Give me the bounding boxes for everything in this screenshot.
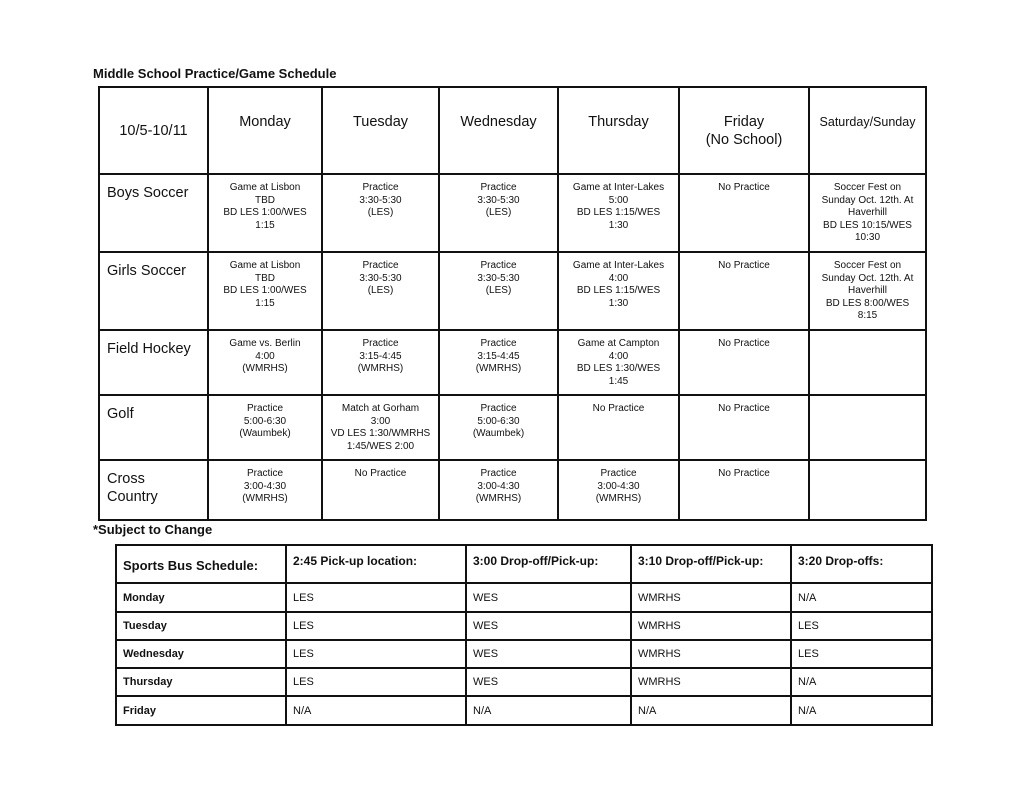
table-row	[99, 252, 926, 330]
sport-name: Cross Country	[99, 460, 208, 520]
table-row	[116, 640, 932, 668]
schedule-cell: Practice 3:00-4:30 (WMRHS)	[208, 460, 322, 520]
bus-cell: N/A	[791, 583, 932, 612]
sport-name: Girls Soccer	[99, 252, 208, 330]
bus-cell: WMRHS	[631, 640, 791, 668]
schedule-cell	[809, 330, 926, 395]
bus-cell: N/A	[631, 696, 791, 725]
table-row	[99, 174, 926, 252]
day-label: Thursday	[116, 668, 286, 696]
date-range-header: 10/5-10/11	[99, 87, 208, 174]
table-row	[99, 330, 926, 395]
table-row	[116, 583, 932, 612]
schedule-cell: Game at Inter-Lakes 4:00 BD LES 1:15/WES 1:30	[558, 252, 679, 330]
schedule-cell: Practice 3:15-4:45 (WMRHS)	[439, 330, 558, 395]
time-header: 3:20 Drop-offs:	[791, 545, 932, 583]
schedule-cell: Practice 3:30-5:30 (LES)	[322, 174, 439, 252]
bus-cell: LES	[791, 640, 932, 668]
table-row	[116, 696, 932, 725]
bus-cell: N/A	[791, 696, 932, 725]
schedule-cell: Game at Inter-Lakes 5:00 BD LES 1:15/WES 1:30	[558, 174, 679, 252]
day-header: Thursday	[558, 87, 679, 174]
day-header: Monday	[208, 87, 322, 174]
bus-schedule-table	[115, 544, 933, 726]
day-header: Wednesday	[439, 87, 558, 174]
bus-cell: WMRHS	[631, 612, 791, 640]
schedule-cell: Practice 3:15-4:45 (WMRHS)	[322, 330, 439, 395]
schedule-cell	[809, 460, 926, 520]
bus-cell: WES	[466, 668, 631, 696]
schedule-cell: No Practice	[322, 460, 439, 520]
time-header: 3:00 Drop-off/Pick-up:	[466, 545, 631, 583]
schedule-header-row	[99, 87, 926, 174]
bus-cell: LES	[791, 612, 932, 640]
day-label: Tuesday	[116, 612, 286, 640]
page-title: Middle School Practice/Game Schedule	[93, 66, 337, 81]
schedule-cell: Practice 5:00-6:30 (Waumbek)	[439, 395, 558, 460]
schedule-cell: Practice 3:00-4:30 (WMRHS)	[439, 460, 558, 520]
schedule-cell: No Practice	[679, 330, 809, 395]
bus-cell: N/A	[791, 668, 932, 696]
schedule-cell: No Practice	[679, 252, 809, 330]
bus-cell: LES	[286, 583, 466, 612]
schedule-cell: Practice 3:00-4:30 (WMRHS)	[558, 460, 679, 520]
schedule-cell: Practice 5:00-6:30 (Waumbek)	[208, 395, 322, 460]
schedule-cell: Soccer Fest on Sunday Oct. 12th. At Haverhill BD LES 8:00/WES 8:15	[809, 252, 926, 330]
sport-name: Golf	[99, 395, 208, 460]
schedule-cell: Practice 3:30-5:30 (LES)	[322, 252, 439, 330]
bus-cell: N/A	[466, 696, 631, 725]
bus-cell: WES	[466, 583, 631, 612]
bus-cell: WMRHS	[631, 583, 791, 612]
schedule-cell: Game at Campton 4:00 BD LES 1:30/WES 1:45	[558, 330, 679, 395]
schedule-cell: Soccer Fest on Sunday Oct. 12th. At Haverhill BD LES 10:15/WES 10:30	[809, 174, 926, 252]
schedule-cell: Match at Gorham 3:00 VD LES 1:30/WMRHS 1:45/WES 2:00	[322, 395, 439, 460]
table-row	[116, 612, 932, 640]
table-row	[99, 395, 926, 460]
schedule-cell: Game at Lisbon TBD BD LES 1:00/WES 1:15	[208, 174, 322, 252]
schedule-cell	[809, 395, 926, 460]
table-row	[99, 460, 926, 520]
schedule-cell: No Practice	[679, 174, 809, 252]
sport-name: Boys Soccer	[99, 174, 208, 252]
schedule-cell: No Practice	[679, 460, 809, 520]
bus-cell: WMRHS	[631, 668, 791, 696]
schedule-cell: No Practice	[558, 395, 679, 460]
day-header: Saturday/Sunday	[809, 87, 926, 174]
bus-schedule-title: Sports Bus Schedule:	[116, 545, 286, 583]
bus-cell: LES	[286, 668, 466, 696]
day-label: Wednesday	[116, 640, 286, 668]
sport-name: Field Hockey	[99, 330, 208, 395]
schedule-cell: Game at Lisbon TBD BD LES 1:00/WES 1:15	[208, 252, 322, 330]
practice-schedule-table	[98, 86, 927, 521]
schedule-cell: Practice 3:30-5:30 (LES)	[439, 174, 558, 252]
subject-to-change-note: *Subject to Change	[93, 522, 213, 537]
bus-cell: N/A	[286, 696, 466, 725]
schedule-cell: No Practice	[679, 395, 809, 460]
schedule-cell: Game vs. Berlin 4:00 (WMRHS)	[208, 330, 322, 395]
day-label: Friday	[116, 696, 286, 725]
bus-cell: LES	[286, 640, 466, 668]
day-header: Tuesday	[322, 87, 439, 174]
bus-cell: WES	[466, 640, 631, 668]
day-header: Friday (No School)	[679, 87, 809, 174]
bus-header-row	[116, 545, 932, 583]
day-label: Monday	[116, 583, 286, 612]
time-header: 2:45 Pick-up location:	[286, 545, 466, 583]
time-header: 3:10 Drop-off/Pick-up:	[631, 545, 791, 583]
bus-cell: WES	[466, 612, 631, 640]
table-row	[116, 668, 932, 696]
schedule-cell: Practice 3:30-5:30 (LES)	[439, 252, 558, 330]
bus-cell: LES	[286, 612, 466, 640]
